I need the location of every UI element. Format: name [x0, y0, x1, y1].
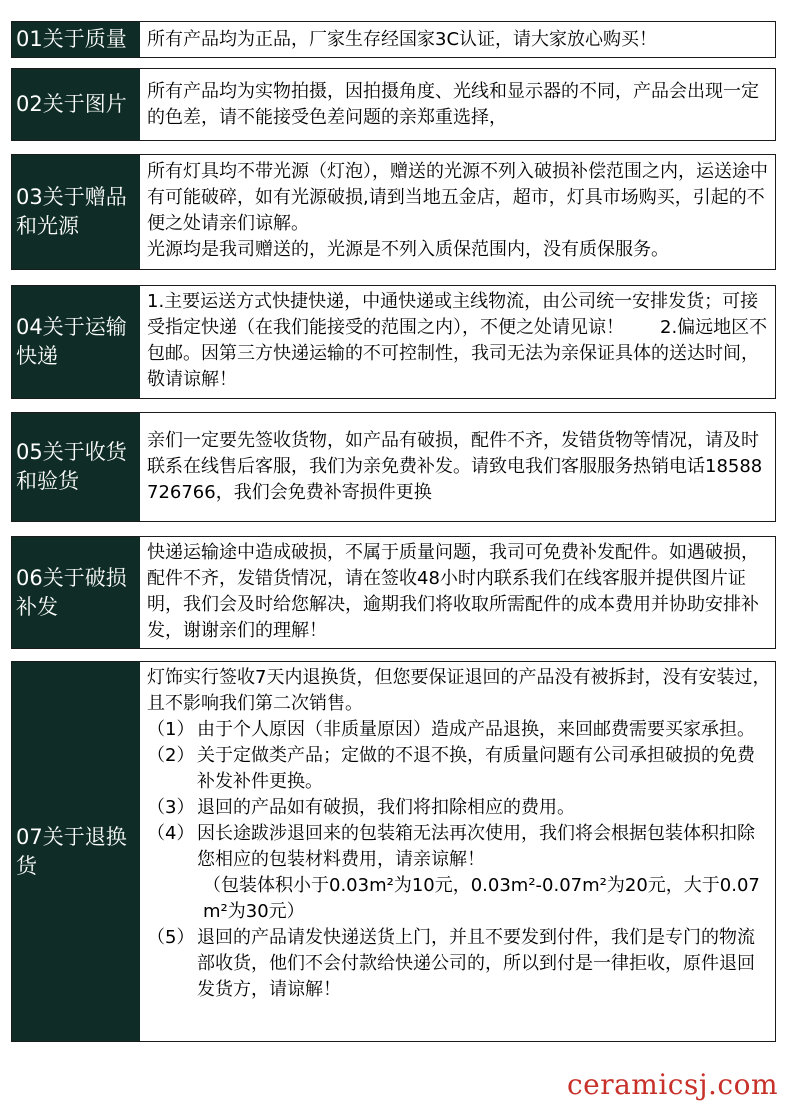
section-label-line: 06关于破损 [16, 565, 127, 590]
section-text: 灯饰实行签收7天内退换货，但您要保证退回的产品没有被拆封，没有安装过，且不影响我们第二次销售。 [147, 667, 771, 714]
list-item [147, 795, 771, 821]
section-label-line: 03关于赠品 [16, 185, 127, 209]
section-content [140, 69, 775, 140]
section-label-line: 01关于质量 [16, 27, 127, 51]
section-label-line: 货 [16, 853, 37, 878]
list-item-number: （3） [147, 797, 195, 818]
list-item [147, 717, 771, 743]
list-item-note: （包装体积小于0.03m²为10元，0.03m²-0.07m²为20元，大于0.07m²为30元） [203, 875, 760, 922]
section-receiving-inspection [11, 412, 776, 522]
list-item-text: 因长途跋涉退回来的包装箱无法再次使用，我们将会根据包装体积扣除您相应的包装材料费用，请亲谅解！ [197, 823, 755, 870]
list-item [147, 743, 771, 795]
section-label [12, 537, 140, 648]
section-text: 1.主要运送方式快捷快递，中通快递或主线物流，由公司统一安排发货；可接受指定快递（在我们能接受的范围之内），不便之处请见谅！ 2.偏远地区不包邮。因第三方快递运输的不可控制性，我司无法为亲保证具体的送达时间，敬请谅解！ [147, 291, 768, 390]
section-pictures [11, 68, 776, 141]
section-quality [11, 21, 776, 58]
section-text: 所有产品均为正品，厂家生存经国家3C认证，请大家放心购买！ [147, 28, 658, 50]
section-text: 所有产品均为实物拍摄，因拍摄角度、光线和显示器的不同，产品会出现一定的色差，请不能接受色差问题的亲郑重选择， [147, 80, 759, 128]
section-content [140, 662, 775, 1041]
list-item-number: （4） [147, 823, 195, 844]
section-content [140, 286, 775, 398]
section-content [140, 155, 775, 269]
section-gifts-light-source [11, 154, 776, 270]
section-label-line: 快递 [16, 344, 58, 368]
section-content [140, 537, 775, 648]
section-text: 所有灯具均不带光源（灯泡），赠送的光源不列入破损补偿范围之内，运送途中有可能破碎，如有光源破损,请到当地五金店，超市，灯具市场购买，引起的不便之处请亲们谅解。 [147, 161, 768, 234]
section-label-line: 02关于图片 [16, 92, 127, 116]
section-label [12, 155, 140, 269]
section-label-line: 04关于运输 [16, 315, 127, 339]
section-content [140, 413, 775, 521]
list-item-text: 退回的产品如有破损，我们将扣除相应的费用。 [197, 797, 575, 818]
section-text: 快递运输途中造成破损，不属于质量问题，我司可免费补发配件。如遇破损，配件不齐，发错货情况，请在签收48小时内联系我们在线客服并提供图片证明，我们会及时给您解决，逾期我们将收取所需配件的成本费用并协助安排补发，谢谢亲们的理解！ [147, 542, 759, 641]
list-item [147, 821, 771, 873]
section-label-line: 和验货 [16, 469, 79, 493]
section-label-line: 和光源 [16, 214, 79, 238]
section-label-line: 07关于退换 [16, 824, 127, 849]
section-label [12, 22, 140, 57]
section-label [12, 69, 140, 140]
list-item [147, 925, 771, 1003]
list-item-number: （5） [147, 927, 195, 948]
section-damage-reissue [11, 536, 776, 649]
section-label-line: 补发 [16, 594, 58, 619]
section-content [140, 22, 775, 57]
section-text: 亲们一定要先签收货物，如产品有破损，配件不齐，发错货物等情况，请及时联系在线售后客服，我们为亲免费补发。请致电我们客服服务热销电话18588726766，我们会免费补寄损件更换 [147, 430, 763, 503]
section-text: 光源均是我司赠送的，光源是不列入质保范围内，没有质保服务。 [147, 239, 669, 260]
list-item-text: 关于定做类产品；定做的不退不换，有质量问题有公司承担破损的免费补发补件更换。 [197, 745, 755, 792]
list-item-text: 由于个人原因（非质量原因）造成产品退换，来回邮费需要买家承担。 [197, 719, 755, 740]
watermark: ceramicsj.com [566, 1068, 778, 1101]
section-label [12, 286, 140, 398]
list-item-text: 退回的产品请发快递送货上门，并且不要发到付件，我们是专门的物流部收货，他们不会付款给快递公司的，所以到付是一律拒收，原件退回发货方，请谅解！ [197, 927, 755, 1000]
section-label-line: 05关于收货 [16, 440, 127, 464]
section-returns [11, 661, 776, 1042]
list-item-number: （2） [147, 745, 195, 766]
list-item-number: （1） [147, 719, 195, 740]
section-shipping [11, 285, 776, 399]
section-label [12, 662, 140, 1041]
section-label [12, 413, 140, 521]
